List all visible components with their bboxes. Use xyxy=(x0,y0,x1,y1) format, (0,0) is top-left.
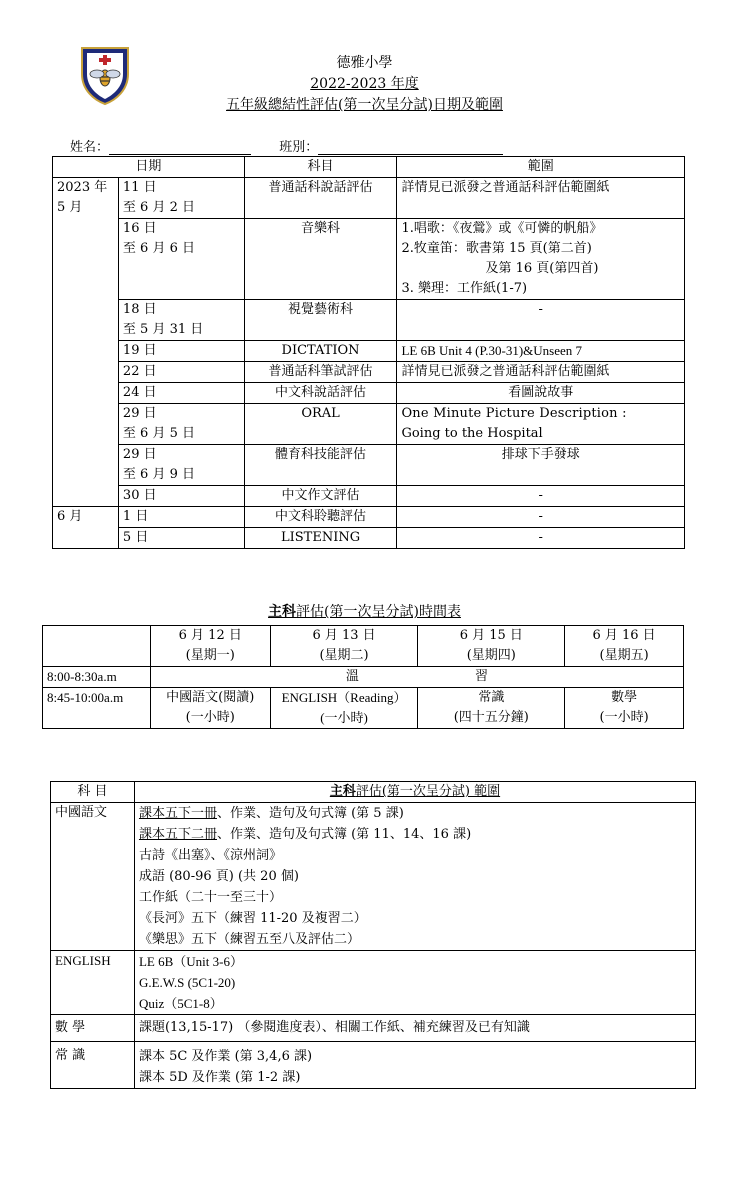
month-may: 2023 年 5 月 xyxy=(53,178,119,507)
schedule-row xyxy=(53,383,685,404)
math-label: 數 學 xyxy=(51,1015,135,1042)
schedule-scope: One Minute Picture Description : Going to the Hospital xyxy=(397,404,685,445)
day-4: 6 月 16 日 (星期五) xyxy=(565,626,684,667)
schedule-row xyxy=(53,219,685,300)
schedule-row xyxy=(53,445,685,486)
day-3: 6 月 15 日 (星期四) xyxy=(418,626,565,667)
schedule-date: 1 日 xyxy=(118,507,244,528)
schedule-scope: 1.唱歌：《夜鶯》或《可憐的帆船》 2.牧童笛：歌書第 15 頁(第二首) 及第 16 頁(第四首) 3. 樂理：工作紙(1-7) xyxy=(397,219,685,300)
timetable-title-rest: 評估(第一次呈分試)時間表 xyxy=(296,604,461,620)
schedule-scope: 詳情見已派發之普通話科評估範圍紙 xyxy=(397,178,685,219)
scope-header-subject: 科 目 xyxy=(51,782,135,803)
schedule-scope: LE 6B Unit 4 (P.30-31)&Unseen 7 xyxy=(397,341,685,362)
name-class-bar xyxy=(70,136,503,155)
slot-1-time: 8:00-8:30a.m xyxy=(43,667,151,688)
schedule-subject: 中文科聆聽評估 xyxy=(244,507,397,528)
schedule-subject: 中文作文評估 xyxy=(244,486,397,507)
slot-1-revision: 溫 習 xyxy=(150,667,683,688)
chinese-scope: 課本五下一冊、作業、造句及句式簿 (第 5 課) 課本五下二冊、作業、造句及句式簿 (第 11、14、16 課) 古詩《出塞》、《涼州詞》 成語 (80-96 頁) (共 20 個) 工作紙（二十一至三十） 《長河》五下（練習 11-20 及複習二） 《樂思》五下（練習五至八及評估二） xyxy=(134,803,695,951)
schedule-date: 16 日 至 6 月 6 日 xyxy=(118,219,244,300)
slot-2-time: 8:45-10:00a.m xyxy=(43,688,151,729)
schedule-subject: ORAL xyxy=(244,404,397,445)
schedule-date: 5 日 xyxy=(118,528,244,549)
schedule-subject: 視覺藝術科 xyxy=(244,300,397,341)
timetable-title xyxy=(0,601,729,621)
exam-math: 數學 (一小時) xyxy=(565,688,684,729)
schedule-scope: 看圖說故事 xyxy=(397,383,685,404)
schedule-scope: 排球下手發球 xyxy=(397,445,685,486)
schedule-scope: - xyxy=(397,528,685,549)
english-scope: LE 6B（Unit 3-6） G.E.W.S (5C1-20) Quiz（5C1-8） xyxy=(134,951,695,1015)
schedule-date: 30 日 xyxy=(118,486,244,507)
schedule-row xyxy=(53,486,685,507)
schedule-table xyxy=(52,156,685,549)
scope-table xyxy=(50,781,696,1089)
schedule-row xyxy=(53,528,685,549)
schedule-date: 11 日 至 6 月 2 日 xyxy=(118,178,244,219)
school-year: 2022-2023 年度 xyxy=(310,76,419,92)
schedule-subject: 音樂科 xyxy=(244,219,397,300)
schedule-date: 24 日 xyxy=(118,383,244,404)
exam-english: ENGLISH（Reading） (一小時) xyxy=(270,688,418,729)
schedule-scope: 詳情見已派發之普通話科評估範圍紙 xyxy=(397,362,685,383)
scope-header-title: 主科評估(第一次呈分試) 範圍 xyxy=(134,782,695,803)
schedule-subject: DICTATION xyxy=(244,341,397,362)
name-field[interactable] xyxy=(109,141,251,155)
schedule-date: 29 日 至 6 月 5 日 xyxy=(118,404,244,445)
gs-label: 常 識 xyxy=(51,1042,135,1089)
timetable-table xyxy=(42,625,684,729)
school-name: 德雅小學 xyxy=(336,55,393,71)
day-2: 6 月 13 日 (星期二) xyxy=(270,626,418,667)
schedule-subject: 中文科說話評估 xyxy=(244,383,397,404)
schedule-date: 29 日 至 6 月 9 日 xyxy=(118,445,244,486)
month-june: 6 月 xyxy=(53,507,119,549)
schedule-row xyxy=(53,341,685,362)
gs-scope: 課本 5C 及作業 (第 3,4,6 課) 課本 5D 及作業 (第 1-2 課) xyxy=(134,1042,695,1089)
schedule-scope: - xyxy=(397,507,685,528)
timetable-title-bold: 主科 xyxy=(268,604,297,620)
schedule-subject: LISTENING xyxy=(244,528,397,549)
english-label: ENGLISH xyxy=(51,951,135,1015)
day-1: 6 月 12 日 (星期一) xyxy=(150,626,270,667)
exam-gs: 常識 (四十五分鐘) xyxy=(418,688,565,729)
exam-chinese: 中國語文(閱讀) (一小時) xyxy=(150,688,270,729)
chinese-label: 中國語文 xyxy=(51,803,135,951)
schedule-row xyxy=(53,178,685,219)
header-scope: 範圍 xyxy=(397,157,685,178)
schedule-row xyxy=(53,300,685,341)
schedule-date: 22 日 xyxy=(118,362,244,383)
header-subject: 科目 xyxy=(244,157,397,178)
schedule-date: 19 日 xyxy=(118,341,244,362)
schedule-row xyxy=(53,507,685,528)
header-date: 日期 xyxy=(53,157,245,178)
schedule-date: 18 日 至 5 月 31 日 xyxy=(118,300,244,341)
class-label: 班別： xyxy=(279,140,319,155)
schedule-subject: 體育科技能評估 xyxy=(244,445,397,486)
schedule-scope: - xyxy=(397,300,685,341)
document-title: 五年級總結性評估(第一次呈分試)日期及範圍 xyxy=(226,97,503,113)
name-label: 姓名： xyxy=(70,140,110,155)
class-field[interactable] xyxy=(318,141,503,155)
timetable-corner xyxy=(43,626,151,667)
schedule-scope: - xyxy=(397,486,685,507)
schedule-subject: 普通話科筆試評估 xyxy=(244,362,397,383)
schedule-row xyxy=(53,404,685,445)
schedule-row xyxy=(53,362,685,383)
math-scope: 課題(13,15-17) （參閱進度表）、相關工作紙、補充練習及已有知識 xyxy=(134,1015,695,1042)
schedule-subject: 普通話科說話評估 xyxy=(244,178,397,219)
